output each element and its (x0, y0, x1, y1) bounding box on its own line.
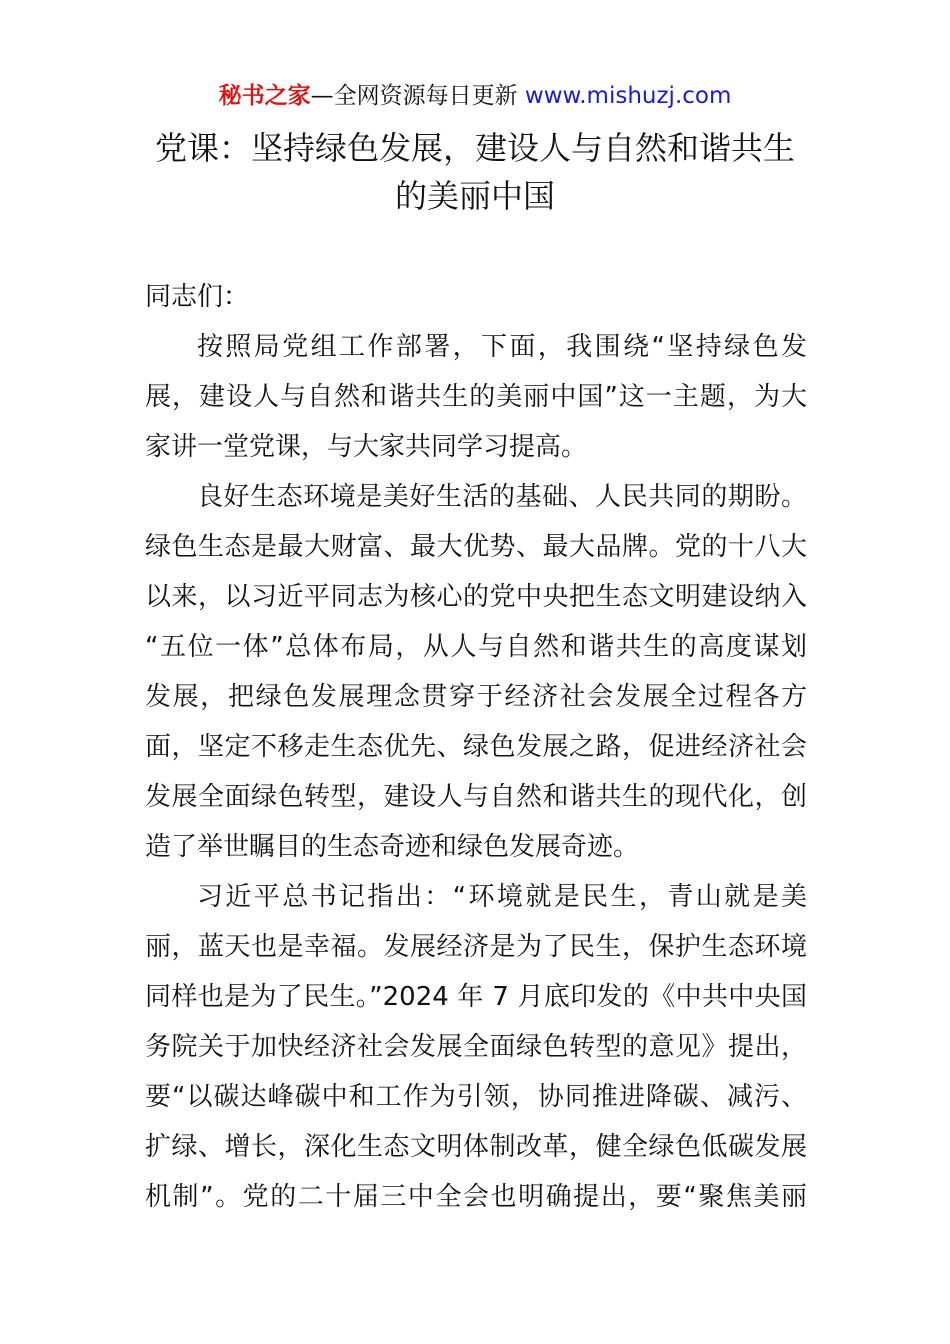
paragraph-line: 面，坚定不移走生态优先、绿色发展之路，促进经济社会 (145, 732, 807, 762)
brand-name: 秘书之家 (218, 83, 311, 109)
paragraph-line: 按照局党组工作部署，下面，我围绕“坚持绿色发 (197, 332, 807, 362)
paragraph-line: 绿色生态是最大财富、最大优势、最大品牌。党的十八大 (145, 532, 807, 562)
paragraph-line: “五位一体”总体布局，从人与自然和谐共生的高度谋划 (145, 632, 807, 662)
salutation: 同志们： (145, 282, 250, 312)
paragraph-line: 扩绿、增长，深化生态文明体制改革，健全绿色低碳发展 (145, 1132, 807, 1162)
paragraph-line: 家讲一堂党课，与大家共同学习提高。 (145, 432, 588, 462)
paragraph-line: 发展全面绿色转型，建设人与自然和谐共生的现代化，创 (145, 782, 807, 812)
document-title (140, 124, 810, 220)
title-line: 的美丽中国 (394, 177, 555, 215)
paragraph-line: 发展，把绿色发展理念贯穿于经济社会发展全过程各方 (145, 682, 807, 712)
paragraph-line: 要“以碳达峰碳中和工作为引领，协同推进降碳、减污、 (145, 1082, 807, 1112)
site-url-link[interactable]: www.mishuzj.com (524, 83, 732, 109)
document-body (145, 272, 807, 1222)
paragraph-line: 同样也是为了民生。”2024 年 7 月底印发的《中共中央国 (145, 982, 807, 1012)
paragraph-line: 务院关于加快经济社会发展全面绿色转型的意见》提出， (145, 1032, 807, 1062)
paragraph-line: 展，建设人与自然和谐共生的美丽中国”这一主题，为大 (145, 382, 807, 412)
paragraph-line: 机制”。党的二十届三中全会也明确提出，要“聚焦美丽 (145, 1182, 807, 1212)
header-tagline: —全网资源每日更新 (310, 83, 518, 109)
paragraph-line: 丽，蓝天也是幸福。发展经济是为了民生，保护生态环境 (145, 932, 807, 962)
paragraph-line: 良好生态环境是美好生活的基础、人民共同的期盼。 (197, 482, 807, 512)
paragraph-line: 造了举世瞩目的生态奇迹和绿色发展奇迹。 (145, 832, 640, 862)
title-line: 党课：坚持绿色发展，建设人与自然和谐共生 (154, 129, 795, 167)
paragraph-line: 以来，以习近平同志为核心的党中央把生态文明建设纳入 (145, 582, 807, 612)
site-header (0, 80, 950, 112)
paragraph-line: 习近平总书记指出：“环境就是民生，青山就是美 (197, 882, 807, 912)
